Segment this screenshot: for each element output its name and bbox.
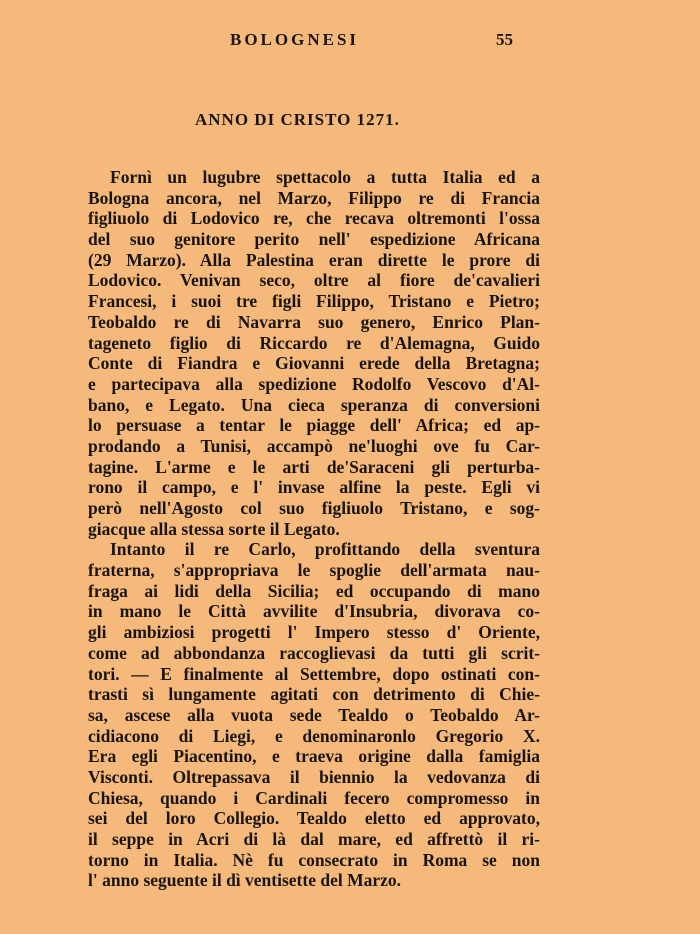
text-line: bano, e Legato. Una cieca speranza di conversioni <box>88 394 540 415</box>
section-heading: ANNO DI CRISTO 1271. <box>195 110 400 129</box>
text-line: come ad abbondanza raccoglievasi da tutti gli scrit- <box>88 642 540 663</box>
text-line: giacque alla stessa sorte il Legato. <box>88 518 340 539</box>
text-line: rono il campo, e l' invase alfine la peste. Egli vi <box>88 477 540 498</box>
text-line: trasti sì lungamente agitati con detrimento di Chie- <box>88 684 540 705</box>
text-line: però nell'Agosto col suo figliuolo Tristano, e sog- <box>88 498 540 518</box>
text-line: Fornì un lugubre spettacolo a tutta Italia ed a <box>110 167 540 187</box>
page-number: 55 <box>496 30 513 49</box>
text-line: tageneto figlio di Riccardo re d'Alemagna, Guido <box>88 332 540 353</box>
text-line: Bologna ancora, nel Marzo, Filippo re di Francia <box>88 187 540 208</box>
text-line: Intanto il re Carlo, profittando della sventura <box>110 539 540 560</box>
text-line: Lodovico. Venivan seco, oltre al fiore de'cavalieri <box>88 270 540 291</box>
text-line: torno in Italia. Nè fu consecrato in Roma se non <box>88 849 540 870</box>
text-line: tori. — E finalmente al Settembre, dopo ostinati con- <box>88 663 540 684</box>
text-line: Conte di Fiandra e Giovanni erede della Bretagna; <box>88 353 540 374</box>
text-line: in mano le Città avvilite d'Insubria, divorava co- <box>88 601 540 622</box>
text-line: il seppe in Acri di là dal mare, ed affrettò il ri- <box>88 829 540 849</box>
body-text <box>88 167 540 891</box>
text-line: sei del loro Collegio. Tealdo eletto ed approvato, <box>88 808 540 829</box>
text-line: (29 Marzo). Alla Palestina eran dirette le prore di <box>88 249 540 270</box>
text-line: l' anno seguente il dì ventisette del Marzo. <box>88 870 402 891</box>
text-line: tagine. L'arme e le arti de'Saraceni gli perturba- <box>88 456 540 477</box>
text-line: Francesi, i suoi tre figli Filippo, Tristano e Pietro; <box>88 291 540 312</box>
text-line: fraterna, s'appropriava le spoglie dell'armata nau- <box>88 560 540 581</box>
text-line: figliuolo di Lodovico re, che recava oltremonti l'ossa <box>88 208 540 229</box>
text-line: e partecipava alla spedizione Rodolfo Vescovo d'Al- <box>88 373 540 394</box>
text-line: Visconti. Oltrepassava il biennio la vedovanza di <box>88 766 540 787</box>
text-line: Era egli Piacentino, e traeva origine dalla famiglia <box>88 746 540 767</box>
text-line: Teobaldo re di Navarra suo genero, Enrico Plan- <box>88 311 540 332</box>
text-line: fraga ai lidi della Sicilia; ed occupando di mano <box>88 580 540 601</box>
text-line: sa, ascese alla vuota sede Tealdo o Teobaldo Ar- <box>88 704 540 725</box>
text-line: Chiesa, quando i Cardinali fecero compromesso in <box>88 787 540 808</box>
text-line: prodando a Tunisi, accampò ne'luoghi ove fu Car- <box>88 435 540 456</box>
text-line: del suo genitore perito nell' espedizione Africana <box>88 229 540 250</box>
text-line: gli ambiziosi progetti l' Impero stesso d' Oriente, <box>88 622 540 643</box>
text-line: lo persuase a tentar le piagge dell' Africa; ed ap- <box>88 415 540 436</box>
text-line: cidiacono di Liegi, e denominaronlo Gregorio X. <box>88 725 540 746</box>
running-head: BOLOGNESI <box>230 30 360 49</box>
